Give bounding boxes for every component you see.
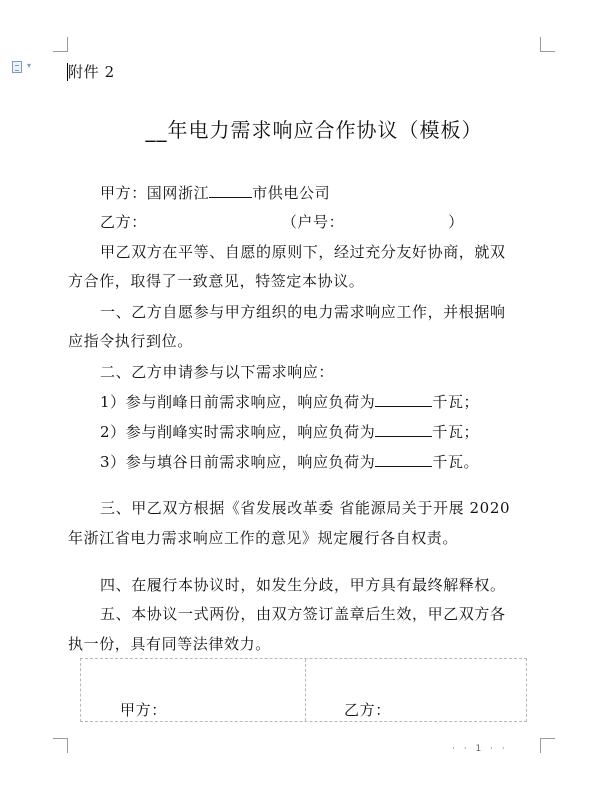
document-title: __年电力需求响应合作协议（模板） (145, 118, 483, 142)
item3-suffix: 千瓦。 (432, 453, 480, 471)
party-b-line (100, 212, 464, 232)
signature-table (80, 658, 527, 722)
clause5-line-2: 执一份，具有同等法律效力。 (68, 635, 271, 653)
clause1-line-1: 一、乙方自愿参与甲方组织的电力需求响应工作，并根据响 (100, 303, 506, 321)
attachment-label: 附件 2 (68, 63, 115, 81)
crop-mark-top-left (53, 37, 68, 52)
crop-mark-bottom-right (540, 738, 555, 753)
clause3-line-2: 年浙江省电力需求响应工作的意见》规定履行各自权责。 (68, 529, 459, 547)
party-a-suffix: 市供电公司 (252, 184, 331, 202)
chevron-down-icon[interactable]: ▾ (27, 61, 32, 70)
item3-prefix: 3）参与填谷日前需求响应，响应负荷为 (100, 453, 376, 471)
party-b-label: 乙方： (100, 213, 147, 231)
item1-prefix: 1）参与削峰日前需求响应，响应负荷为 (100, 393, 376, 411)
item1-suffix: 千瓦； (432, 393, 480, 411)
item1-line (100, 392, 479, 412)
clause4-line: 四、在履行本协议时，如发生分歧，甲方具有最终解释权。 (100, 576, 506, 594)
item1-blank (375, 392, 432, 407)
item2-suffix: 千瓦； (432, 423, 480, 441)
item3-blank (375, 452, 432, 467)
party-a-prefix: 甲方：国网浙江 (100, 184, 210, 202)
item2-blank (375, 422, 432, 437)
party-a-line (100, 183, 330, 203)
item2-prefix: 2）参与削峰实时需求响应，响应负荷为 (100, 423, 376, 441)
clause5-line-1: 五、本协议一式两份，由双方签订盖章后生效，甲乙双方各 (100, 605, 506, 623)
signature-divider (305, 659, 306, 721)
clause1-line-2: 应指令执行到位。 (68, 332, 193, 350)
intro-line-2: 方合作，取得了一致意见，特签定本协议。 (68, 272, 365, 290)
city-blank (209, 183, 252, 198)
item2-line (100, 422, 479, 442)
page-footer-marks: · · 1 · · (452, 744, 508, 754)
clause2-line: 二、乙方申请参与以下需求响应： (100, 363, 335, 381)
clause3-line-1: 三、甲乙双方根据《省发展改革委 省能源局关于开展 2020 (100, 499, 511, 517)
signature-party-b: 乙方： (344, 701, 391, 719)
crop-mark-bottom-left (53, 738, 68, 753)
account-open: （户号： (281, 213, 345, 231)
account-close: ） (448, 213, 464, 231)
intro-line-1: 甲乙双方在平等、自愿的原则下，经过充分友好协商，就双 (100, 243, 506, 261)
signature-party-a: 甲方： (120, 701, 167, 719)
item3-line (100, 452, 479, 472)
crop-mark-top-right (540, 37, 555, 52)
paste-options-icon[interactable] (12, 61, 22, 73)
